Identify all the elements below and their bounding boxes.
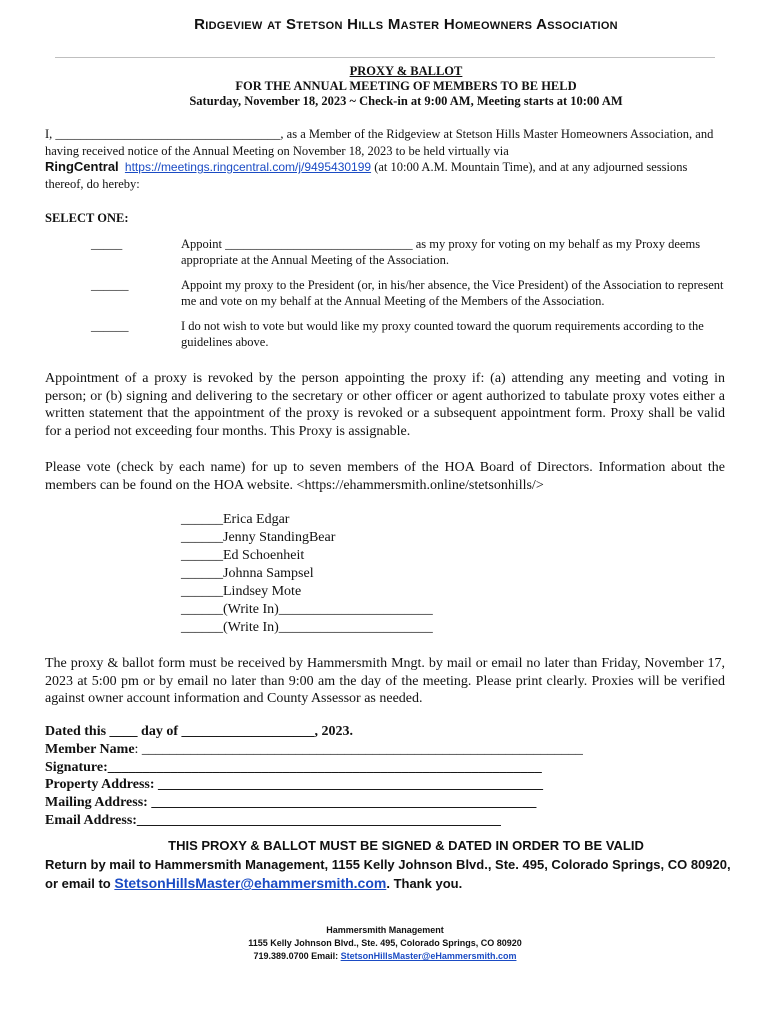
option-quorum-only bbox=[91, 318, 731, 350]
candidate-lindsey-mote[interactable]: ______Lindsey Mote bbox=[181, 584, 302, 599]
platform-name: RingCentral bbox=[45, 159, 119, 174]
footer-address: 1155 Kelly Johnson Blvd., Ste. 495, Colorado Springs, CO 80920 bbox=[248, 938, 522, 948]
document-title bbox=[0, 64, 770, 109]
member-name-label: Member Name bbox=[45, 741, 135, 757]
option-checkbox-blank[interactable]: _____ bbox=[91, 237, 123, 251]
option-text: I do not wish to vote but would like my proxy counted toward the quorum requirements according to the guidelines above. bbox=[181, 319, 704, 349]
meeting-link[interactable]: https://meetings.ringcentral.com/j/9495430199 bbox=[124, 160, 372, 174]
candidate-johnna-sampsel[interactable]: ______Johnna Sampsel bbox=[181, 566, 314, 581]
return-email-link[interactable]: StetsonHillsMaster@ehammersmith.com bbox=[114, 875, 387, 891]
member-name-field[interactable] bbox=[45, 741, 583, 759]
intro-text-2: (at 10:00 A.M. Mountain Time), and at any adjourned sessions thereof, do hereby: bbox=[45, 160, 688, 191]
candidate-list bbox=[181, 511, 433, 637]
dated-field[interactable]: Dated this ____ day of ___________________, 2023. bbox=[45, 724, 354, 739]
option-appoint-president bbox=[91, 277, 731, 309]
return-instructions bbox=[45, 856, 735, 893]
signature-field[interactable]: Signature:______________________________________________________________ bbox=[45, 759, 542, 775]
intro-text-1: I, ____________________________________, as a Member of the Ridgeview at Stetson Hills Master Homeowners Association, and having received notice of the Annual Meeting on November 18, 2023 to be held virtually via bbox=[45, 127, 714, 158]
intro-paragraph bbox=[45, 126, 715, 192]
signature-block bbox=[45, 723, 583, 830]
option-text: Appoint ______________________________ as my proxy for voting on my behalf as my Proxy deems appropriate at the Annual Meeting of the Association. bbox=[181, 237, 701, 267]
return-text-2: . Thank you. bbox=[386, 876, 463, 891]
title-line-2: FOR THE ANNUAL MEETING OF MEMBERS TO BE HELD bbox=[235, 79, 577, 93]
candidate-write-in-2[interactable]: ______(Write In)______________________ bbox=[181, 620, 433, 635]
footer bbox=[0, 924, 770, 963]
member-name-line: : _______________________________________________________________ bbox=[134, 741, 583, 757]
mailing-address-field[interactable]: Mailing Address: _______________________________________________________ bbox=[45, 795, 537, 811]
association-header: Ridgeview at Stetson Hills Master Homeowners Association bbox=[194, 16, 618, 33]
option-checkbox-blank[interactable]: ______ bbox=[91, 319, 129, 333]
candidate-erica-edgar[interactable]: ______Erica Edgar bbox=[181, 512, 290, 527]
candidate-jenny-standingbear[interactable]: ______Jenny StandingBear bbox=[181, 530, 336, 545]
revocation-paragraph: Appointment of a proxy is revoked by the person appointing the proxy if: (a) attending any meeting and voting in person; or (b) signing and delivering to the secretary or other officer or agent authorized to tabulate proxy votes either a written statement that the appointment of the proxy is revoked or a subsequent appointment form. Proxy shall be valid for a period not exceeding four months. This Proxy is assignable. bbox=[45, 371, 725, 439]
footer-email-link[interactable]: StetsonHillsMaster@eHammersmith.com bbox=[340, 951, 517, 961]
email-address-field[interactable]: Email Address:____________________________________________________ bbox=[45, 812, 501, 828]
title-line-3: Saturday, November 18, 2023 ~ Check-in at 9:00 AM, Meeting starts at 10:00 AM bbox=[189, 94, 623, 108]
return-text-1: Return by mail to Hammersmith Management, 1155 Kelly Johnson Blvd., Ste. 495, Colorado Springs, CO 80920, or email to bbox=[45, 857, 731, 891]
candidate-ed-schoenheit[interactable]: ______Ed Schoenheit bbox=[181, 548, 305, 563]
vote-instructions-paragraph: Please vote (check by each name) for up to seven members of the HOA Board of Directors. Information about the members can be found on the HOA website. <https://ehammersmith.online/stetsonhills/> bbox=[45, 460, 725, 493]
option-checkbox-blank[interactable]: ______ bbox=[91, 278, 129, 292]
property-address-field[interactable]: Property Address: _______________________________________________________ bbox=[45, 777, 544, 793]
candidate-write-in-1[interactable]: ______(Write In)______________________ bbox=[181, 602, 433, 617]
validity-notice: THIS PROXY & BALLOT MUST BE SIGNED & DATED IN ORDER TO BE VALID bbox=[168, 838, 644, 853]
footer-phone-email: 719.389.0700 Email: bbox=[253, 951, 339, 961]
title-line-1: PROXY & BALLOT bbox=[349, 64, 463, 78]
deadline-paragraph: The proxy & ballot form must be received by Hammersmith Mngt. by mail or email no later than Friday, November 17, 2023 at 5:00 pm or by email no later than 9:00 am the day of the meeting. Please print clearly. Proxies will be verified against owner account information and County Assessor as needed. bbox=[45, 656, 725, 706]
select-one-label: SELECT ONE: bbox=[45, 211, 129, 225]
footer-company: Hammersmith Management bbox=[326, 925, 444, 935]
header-divider bbox=[55, 57, 715, 58]
option-text: Appoint my proxy to the President (or, in his/her absence, the Vice President) of the Association to represent me and vote on my behalf at the Annual Meeting of the Members of the Association. bbox=[181, 278, 724, 308]
option-appoint-named-proxy bbox=[91, 236, 731, 268]
footer-contact bbox=[0, 950, 770, 963]
